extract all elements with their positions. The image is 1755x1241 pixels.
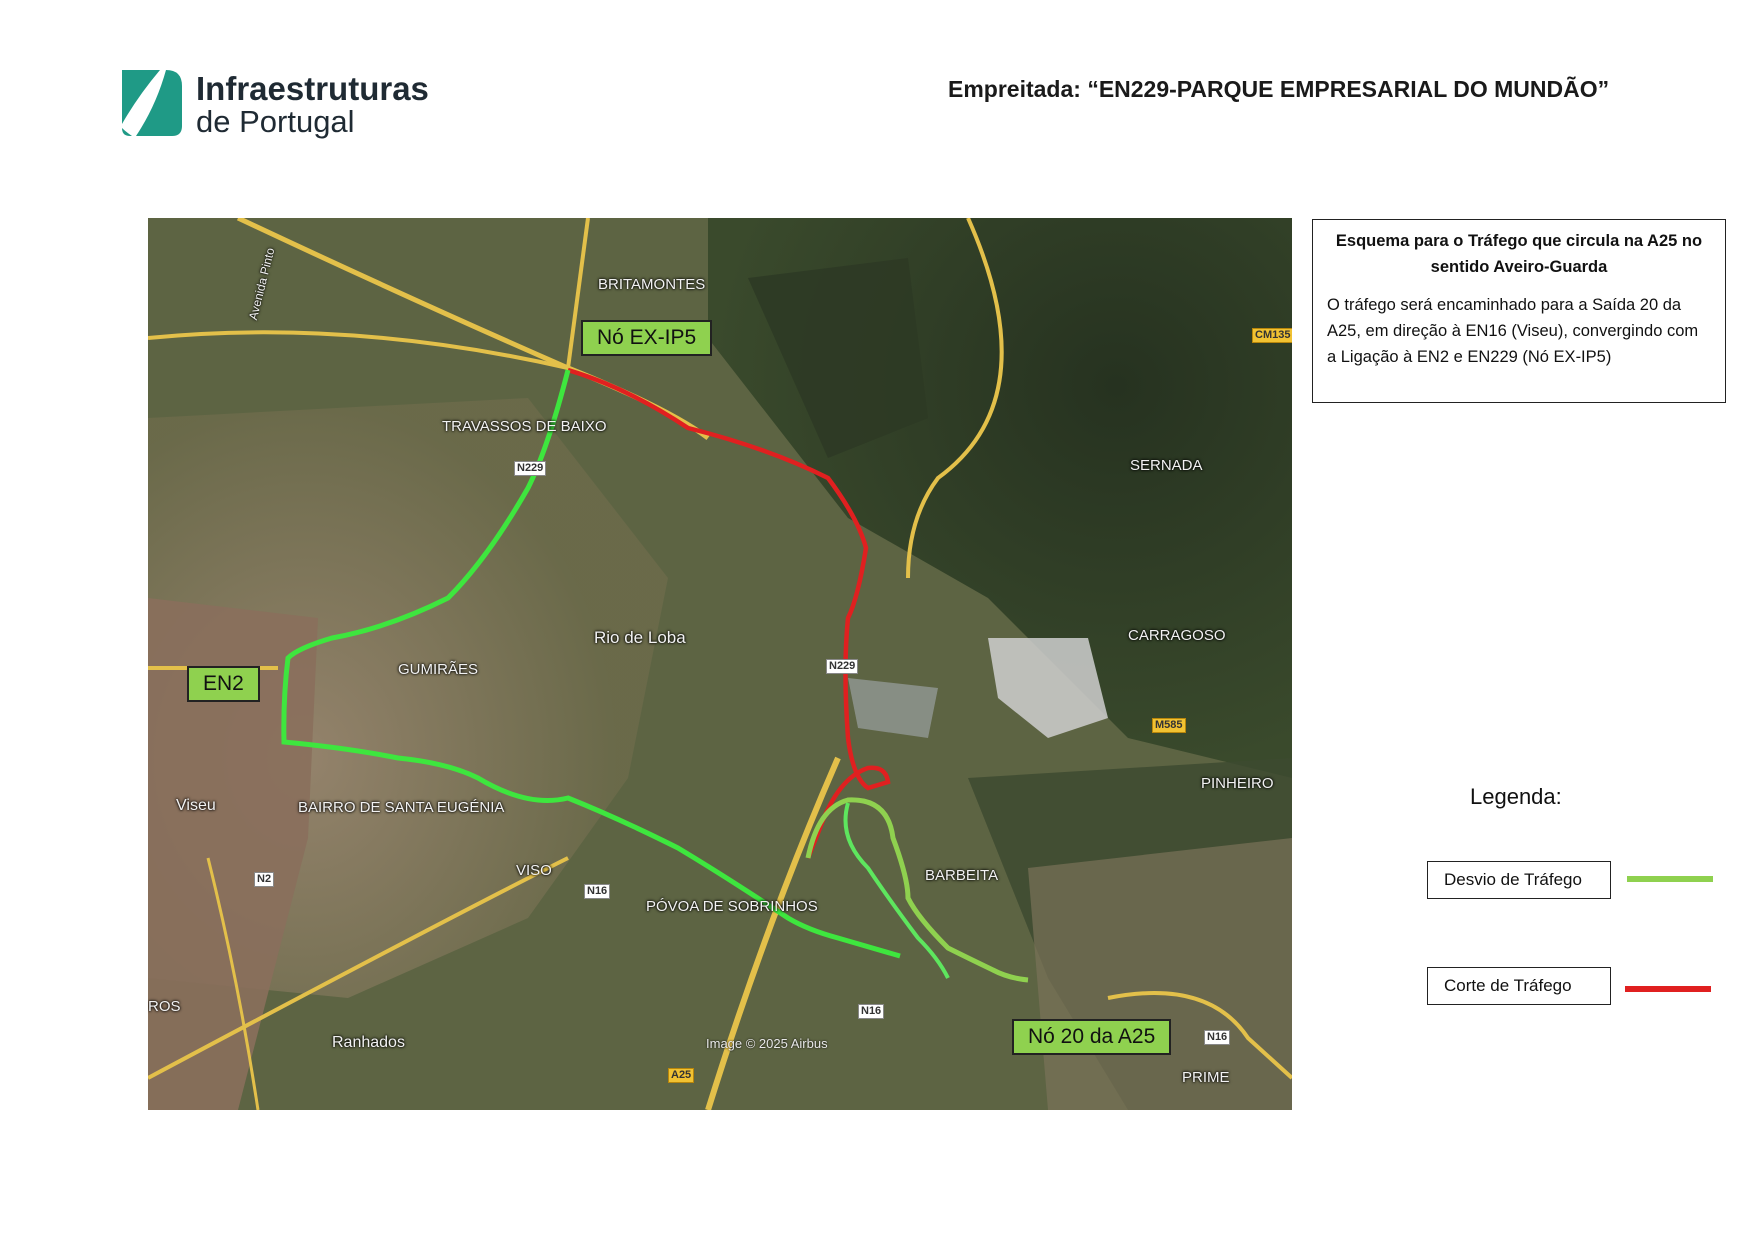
place-label: PÓVOA DE SOBRINHOS: [646, 898, 818, 915]
road-shield: N16: [584, 884, 610, 899]
info-title: Esquema para o Tráfego que circula na A25 no sentido Aveiro-Guarda: [1335, 232, 1703, 276]
label-node-20-a25: Nó 20 da A25: [1012, 1019, 1171, 1055]
page-title: Empreitada: “EN229-PARQUE EMPRESARIAL DO MUNDÃO”: [948, 76, 1610, 102]
place-label: VISO: [516, 862, 552, 879]
place-label: PINHEIRO: [1201, 775, 1274, 792]
road-shield: CM135: [1252, 328, 1292, 343]
info-box: [1312, 219, 1726, 403]
place-label: BARBEITA: [925, 867, 999, 884]
legend-title: Legenda:: [1470, 784, 1562, 809]
urban-area-southeast: [1028, 838, 1292, 1110]
satellite-map[interactable]: [148, 218, 1292, 1110]
road-shield: N16: [1204, 1030, 1230, 1045]
label-en2: EN2: [187, 666, 260, 702]
legend-line-detour: [1627, 876, 1713, 882]
road-shield: A25: [668, 1068, 694, 1083]
road-shield: N229: [826, 659, 858, 674]
place-label: Viseu: [176, 797, 216, 814]
legend-line-closure: [1625, 986, 1711, 992]
logo-text-line2: de Portugal: [196, 104, 355, 139]
road-shield: N2: [254, 872, 274, 887]
place-label: Avenida Pinto: [246, 246, 278, 322]
place-label: Rio de Loba: [594, 628, 686, 647]
place-label: ROS: [148, 998, 181, 1015]
road-shield: M585: [1152, 718, 1186, 733]
map-graphics: [148, 218, 1292, 1110]
road-shield: N16: [858, 1004, 884, 1019]
road-shield: N229: [514, 461, 546, 476]
place-label: PRIME: [1182, 1069, 1230, 1086]
legend-item-closure: Corte de Tráfego: [1427, 967, 1611, 1005]
place-label: TRAVASSOS DE BAIXO: [442, 418, 607, 435]
label-node-ex-ip5: Nó EX-IP5: [581, 320, 712, 356]
logo-text-line1: Infraestruturas: [196, 70, 429, 107]
place-label: CARRAGOSO: [1128, 627, 1226, 644]
logo-mark-icon: [116, 66, 186, 138]
place-label: SERNADA: [1130, 457, 1203, 474]
place-label: GUMIRÃES: [398, 661, 479, 678]
info-body: O tráfego será encaminhado para a Saída 20 da A25, em direção à EN16 (Viseu), convergindo com a Ligação à EN2 e EN229 (Nó EX-IP5): [1327, 296, 1699, 366]
logo: [116, 66, 429, 142]
map-copyright: Image © 2025 Airbus: [706, 1036, 828, 1051]
place-label: BAIRRO DE SANTA EUGÉNIA: [298, 799, 505, 816]
legend-item-detour: Desvio de Tráfego: [1427, 861, 1611, 899]
place-label: BRITAMONTES: [598, 276, 706, 293]
place-label: Ranhados: [332, 1034, 405, 1051]
